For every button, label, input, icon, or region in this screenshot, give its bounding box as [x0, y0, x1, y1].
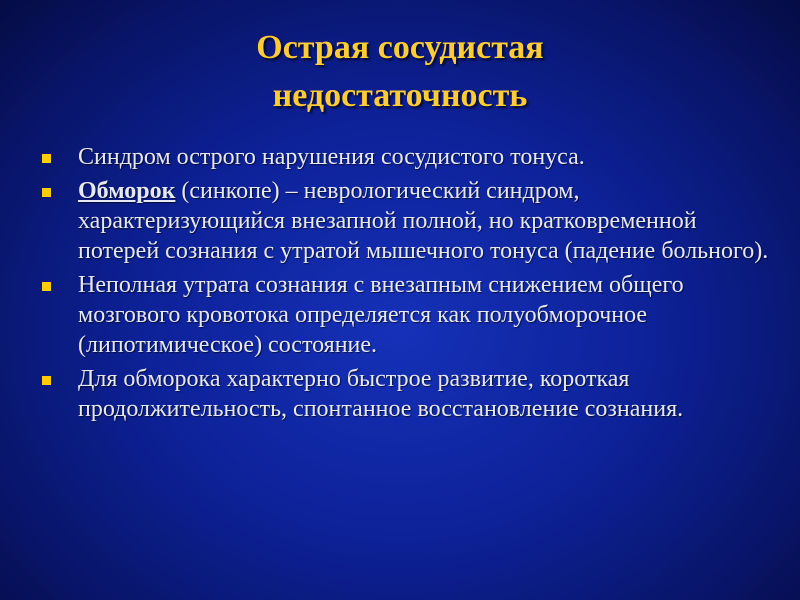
bullet-item-2	[42, 176, 782, 266]
bullet-text: Для обморока характерно быстрое развитие, короткая продолжительность, спонтанное восстановление сознания.	[78, 366, 684, 422]
slide-title-line-1: Острая сосудистая	[256, 29, 544, 66]
slide-title	[0, 24, 800, 120]
bullet-item-3	[42, 270, 782, 360]
bullet-item-1	[42, 142, 782, 172]
slide-title-line-2: недостаточность	[272, 77, 528, 114]
square-bullet-icon	[42, 154, 51, 163]
bullet-term: Обморок	[78, 178, 176, 204]
square-bullet-icon	[42, 188, 51, 197]
bullet-list	[42, 142, 782, 428]
bullet-item-4	[42, 364, 782, 424]
square-bullet-icon	[42, 282, 51, 291]
square-bullet-icon	[42, 376, 51, 385]
bullet-text: (синкопе) – неврологический синдром, характеризующийся внезапной полной, но кратковременной потерей сознания с утратой мышечного тонуса (падение больного).	[78, 178, 769, 264]
bullet-text: Синдром острого нарушения сосудистого тонуса.	[78, 144, 585, 170]
bullet-text: Неполная утрата сознания с внезапным снижением общего мозгового кровотока определяется как полуобморочное (липотимическое) состояние.	[78, 272, 684, 358]
